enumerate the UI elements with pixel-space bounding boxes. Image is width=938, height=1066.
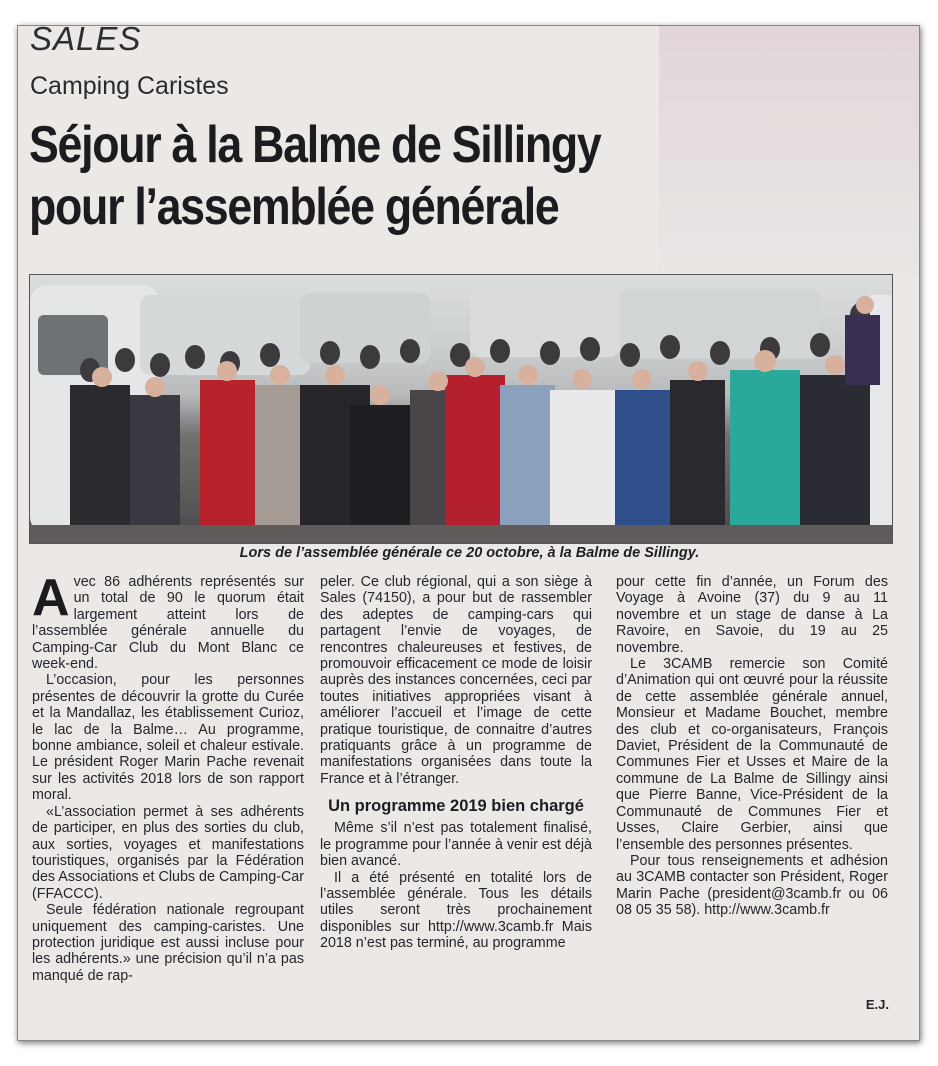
bleed-through-decoration — [659, 26, 919, 276]
paragraph-text: vec 86 adhérents représentés sur un total de 90 le quorum était largement atteint lors de l’assemblée générale annuelle du Camping-Car Club du Mont Blanc ce week-end. — [32, 574, 304, 673]
paragraph: L’occasion, pour les personnes présentes de découvrir la grotte du Curée et la Mandallaz, les établissement Curioz, le lac de la Balme… Au programme, bonne ambiance, soleil et chaleur estivale. Le président Roger Marin Pache revenait sur les activités 2018 lors de son rapport moral. — [32, 672, 304, 804]
subheading: Un programme 2019 bien chargé — [328, 797, 584, 816]
paragraph: Le 3CAMB remercie son Comité d’Animation qui ont œuvré pour la réussite de cette assemblée générale annuel, Monsieur et Madame Bouchet, membre des club et co-organisateurs, François Daviet, Président de la Communauté de Communes Fier et Usses et Maire de la commune de La Balme de Sillingy ainsi que Pierre Banne, Vice-Président de la Communauté de Communes Fier et Usses, Claire Gerbier, ainsi que l’ensemble des personnes présentes. — [616, 656, 888, 853]
paragraph: «L’association permet à ses adhérents de participer, en plus des sorties du club, aux sorties, voyages et manifestations touristiques, organisés par la Fédération des Associations et Clubs de Camping-Car (FFACCC). — [32, 803, 304, 902]
paragraph: Il a été présenté en totalité lors de l’assemblée générale. Tous les détails utiles seront très prochainement disponibles sur http://www.3camb.fr Mais 2018 n’est pas terminé, au programme — [320, 869, 592, 952]
photo-caption: Lors de l’assemblée générale ce 20 octobre, à la Balme de Sillingy. — [239, 545, 700, 561]
newspaper-clipping — [17, 25, 920, 1041]
subsection-label: Camping Caristes — [30, 72, 229, 100]
article-column-2 — [320, 574, 592, 952]
paragraph: Même s’il n’est pas totalement finalisé, le programme pour l’année à venir est déjà bien avancé. — [320, 820, 592, 870]
pavement — [30, 525, 892, 543]
paragraph: peler. Ce club régional, qui a son siège à Sales (74150), a pour but de rassembler des adeptes de camping-cars qui partagent l’envie de voyages, de rencontres chaleureuses et festives, de promouvoir efficacement ce mode de loisir auprès des instances concernées, ceci par toutes initiatives appropriées visant à améliorer l’accueil et l’image de cette pratique touristique, de connaitre d’autres pratiquants grâce à un programme de manifestations organisées dans toute la France et à l’étranger. — [320, 574, 592, 787]
article-column-3 — [616, 574, 888, 919]
article-column-1 — [32, 569, 304, 984]
paragraph — [32, 569, 304, 673]
paragraph: pour cette fin d’année, un Forum des Voyage à Avoine (37) du 9 au 11 novembre et un stage de danse à La Ravoire, en Savoie, du 19 au 25 novembre. — [616, 574, 888, 656]
author-signature: E.J. — [865, 997, 889, 1012]
section-label: SALES — [30, 25, 142, 57]
group-photo-illustration — [30, 275, 892, 543]
headline: Séjour à la Balme de Sillingy pour l’assemblée générale — [29, 116, 601, 236]
paragraph: Pour tous renseignements et adhésion au 3CAMB contacter son Président, Roger Marin Pache (president@3camb.fr ou 06 08 05 35 58). http://www.3camb.fr — [616, 852, 888, 919]
paragraph: Seule fédération nationale regroupant uniquement des camping-caristes. Une protection juridique est aussi incluse pour les adhérents.» une précision qu’il n’a pas manqué de rap- — [32, 902, 304, 984]
group-photo — [29, 274, 893, 544]
drop-cap: A — [32, 569, 70, 627]
